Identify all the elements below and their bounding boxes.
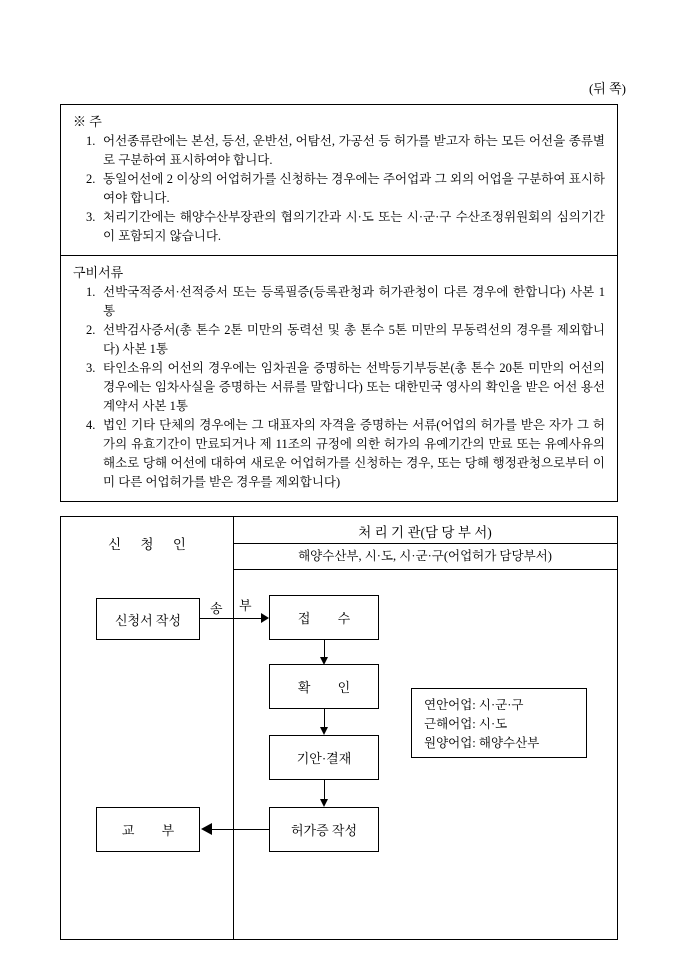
- process-flow-box: [60, 516, 618, 940]
- item-text: 처리기간에는 해양수산부장관의 협의기간과 시·도 또는 시·군·구 수산조정위원회의 심의기간이 포함되지 않습니다.: [103, 210, 605, 243]
- document-item: [86, 283, 605, 321]
- notes-box: [60, 104, 618, 502]
- document-item: [86, 416, 605, 492]
- item-number: 3.: [86, 361, 96, 375]
- document-item: [86, 359, 605, 416]
- item-text: 법인 기타 단체의 경우에는 그 대표자의 자격을 증명하는 서류(어업의 허가를 받은 자가 그 허가의 유효기간이 만료되거나 제 11조의 규정에 의한 허가의 유예기간의 만료 또는 유예사유의 해소로 당해 어선에 대하여 새로운 어업허가를 신청하는 경우, 또는 당해 행정관청으로부터 이미 다른 어업허가를 받은 경우를 제외합니다): [103, 418, 605, 489]
- step-draft-approval: [269, 735, 379, 780]
- step-write-application: [96, 598, 200, 640]
- item-number: 4.: [86, 418, 96, 432]
- step-label: 접 수: [297, 611, 363, 626]
- arrow-right-icon: [261, 613, 269, 623]
- step-write-permit: [269, 807, 379, 852]
- agency-subheader-divider: [233, 569, 617, 570]
- arrow-line-down: [324, 709, 325, 727]
- documents-section: [61, 256, 617, 501]
- arrow-line-down: [324, 640, 325, 657]
- step-label: 허가증 작성: [290, 823, 358, 838]
- jurisdiction-coastal: 연안어업: 시·군·구: [424, 698, 524, 712]
- send-label-part2: 부: [239, 598, 252, 613]
- item-number: 1.: [86, 285, 96, 299]
- note-item: [86, 208, 605, 246]
- agency-subheader: 해양수산부, 시·도, 시·군·구(어업허가 담당부서): [298, 549, 552, 563]
- applicant-header: 신 청 인: [108, 537, 194, 552]
- item-text: 타인소유의 어선의 경우에는 임차권을 증명하는 선박등기부등본(총 톤수 20톤 미만의 어선의 경우에는 임차사실을 증명하는 서류를 말합니다) 또는 대한민국 영사의 확인을 받은 어선 용선계약서 사본 1통: [103, 361, 605, 413]
- arrow-down-icon: [320, 799, 328, 807]
- item-number: 2.: [86, 323, 96, 337]
- step-label: 신청서 작성: [114, 612, 182, 628]
- step-label: 교 부: [121, 823, 187, 838]
- note-item: [86, 170, 605, 208]
- item-text: 어선종류란에는 본선, 등선, 운반선, 어탐선, 가공선 등 허가를 받고자 하는 모든 어선을 종류별로 구분하여 표시하여야 합니다.: [103, 134, 605, 167]
- notes-section: [61, 105, 617, 256]
- item-number: 3.: [86, 210, 96, 224]
- arrow-down-icon: [320, 727, 328, 735]
- notes-title: ※ 주: [73, 114, 102, 129]
- document-item: [86, 321, 605, 359]
- step-label: 확 인: [297, 680, 363, 695]
- note-item: [86, 132, 605, 170]
- step-label: 기안·결재: [296, 751, 352, 766]
- documents-title: 구비서류: [73, 265, 124, 280]
- step-confirm: [269, 664, 379, 709]
- step-deliver: [96, 807, 200, 852]
- arrow-line-down: [324, 780, 325, 799]
- step-receive: [269, 595, 379, 640]
- column-divider: [233, 517, 234, 939]
- arrow-left-icon: [201, 823, 212, 835]
- jurisdiction-deepsea: 원양어업: 해양수산부: [424, 736, 540, 750]
- item-text: 동일어선에 2 이상의 어업허가를 신청하는 경우에는 주어업과 그 외의 어업을 구분하여 표시하여야 합니다.: [103, 172, 605, 205]
- send-label-part1: 송: [210, 601, 223, 616]
- arrow-line-send: [200, 618, 261, 619]
- back-side-label: (뒤 쪽): [588, 81, 626, 96]
- item-number: 2.: [86, 172, 96, 186]
- arrow-line-deliver: [212, 829, 269, 830]
- item-text: 선박국적증서·선적증서 또는 등록필증(등록관청과 허가관청이 다른 경우에 한합니다) 사본 1통: [103, 285, 605, 318]
- jurisdiction-box: [411, 688, 587, 758]
- agency-header: 처 리 기 관(담 당 부 서): [358, 525, 492, 540]
- agency-header-divider: [233, 543, 617, 544]
- item-text: 선박검사증서(총 톤수 2톤 미만의 동력선 및 총 톤수 5톤 미만의 무동력선의 경우를 제외합니다) 사본 1통: [103, 323, 605, 356]
- item-number: 1.: [86, 134, 96, 148]
- jurisdiction-offshore: 근해어업: 시·도: [424, 717, 508, 731]
